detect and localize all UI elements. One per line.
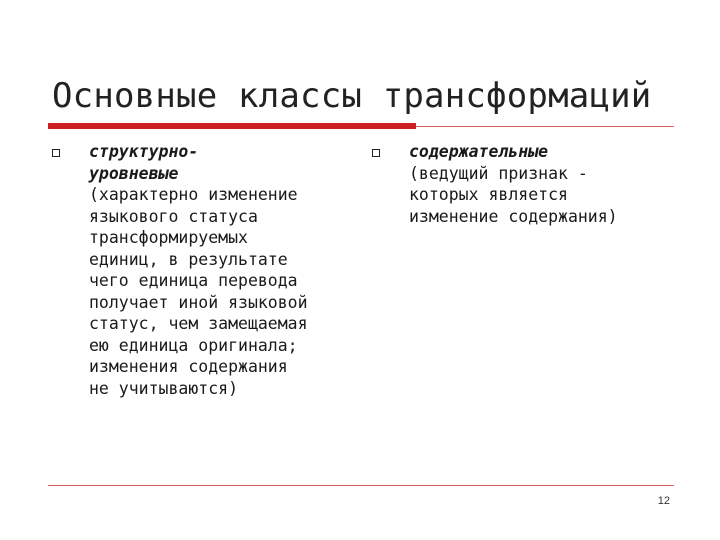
title-accent-bar: [48, 123, 416, 129]
right-column-text: [409, 141, 674, 227]
left-column-text: [89, 141, 364, 399]
right-column-description: (ведущий признак - которых является изменение содержания): [409, 163, 618, 226]
page-number: 12: [657, 495, 670, 507]
hollow-square-bullet-icon: [52, 149, 60, 157]
slide-title: Основные классы трансформаций: [52, 76, 652, 116]
left-column-description: (характерно изменение языкового статуса трансформируемых единиц, в результате чего единица перевода получает иной языковой статус, чем замещаемая ею единица оригинала; изменения содержания не учитываются): [89, 185, 308, 398]
footer-rule: [48, 485, 674, 486]
left-column-term: структурно- уровневые: [89, 142, 199, 183]
hollow-square-bullet-icon: [372, 149, 380, 157]
right-column-term: содержательные: [409, 142, 549, 161]
